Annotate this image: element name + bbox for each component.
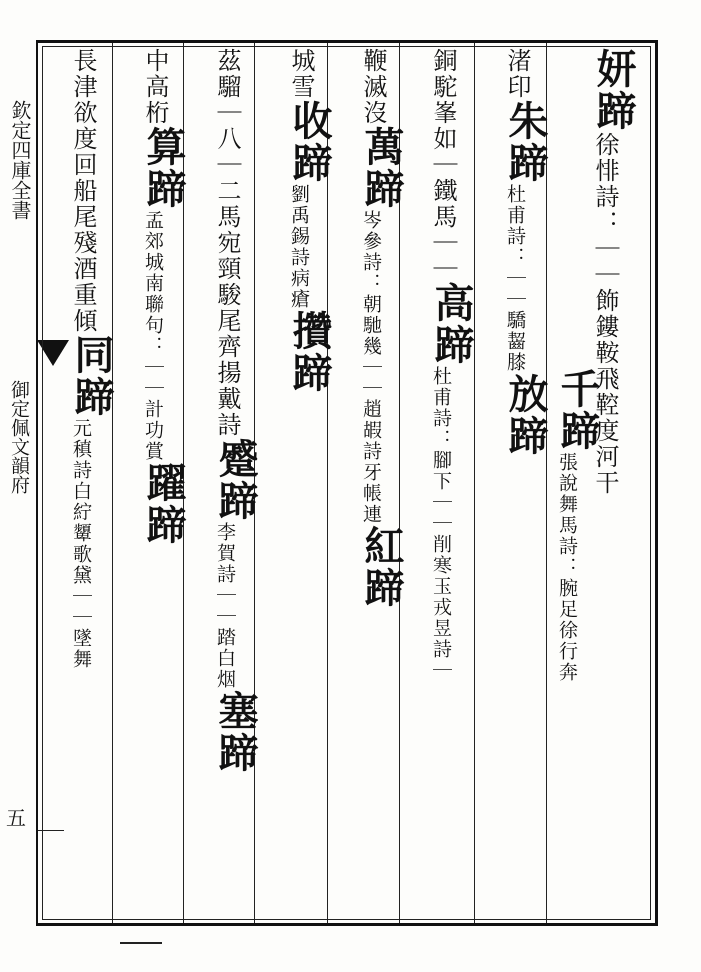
- entry-headword: 放蹄: [502, 373, 549, 457]
- entry-text: 長津欲度回船尾殘酒重傾: [69, 48, 97, 334]
- entry-headword: 妍蹄: [590, 48, 637, 132]
- book-series-title: 欽定四庫全書: [8, 100, 32, 220]
- text-column-7: [142, 48, 198, 920]
- entry-headword: 紅蹄: [358, 525, 405, 609]
- text-column-1b: [556, 48, 612, 920]
- entry-text: 劉禹錫詩病瘡: [288, 184, 310, 310]
- page-number: 五: [6, 806, 26, 830]
- entry-text: 銅駝峯如｜鐵馬｜｜: [429, 48, 457, 282]
- entry-headword: 塞蹄: [212, 690, 259, 774]
- entry-text: 岑參詩：朝馳幾｜｜趙嘏詩牙帳連: [360, 210, 382, 525]
- entry-headword: 高蹄: [428, 282, 475, 366]
- entry-headword: 同蹄: [68, 334, 115, 418]
- entry-headword: 躍蹄: [140, 462, 187, 546]
- entry-text: 元稹詩白紵顰歌黛｜｜墜舞: [70, 418, 92, 670]
- side-margin: [0, 40, 36, 926]
- entry-text: 中高桁: [141, 48, 169, 126]
- text-column-3: [430, 48, 486, 920]
- text-column-5: [288, 48, 344, 920]
- entry-text: 杜甫詩：｜｜驕齧膝: [504, 184, 526, 373]
- entry-headword: 算蹄: [140, 126, 187, 210]
- entry-headword: 收蹄: [286, 100, 333, 184]
- text-column-6: [214, 48, 270, 920]
- entry-text: 張說舞馬詩：腕足徐行奔: [556, 452, 578, 683]
- entry-text: 李賀詩｜｜踏白烟: [214, 522, 236, 690]
- entry-text: 鞍飛鞚度河干: [591, 340, 619, 496]
- entry-headword: 攢蹄: [286, 310, 333, 394]
- entry-text: 渚印: [503, 48, 531, 100]
- entry-headword: 萬蹄: [358, 126, 405, 210]
- entry-text: 徐悱詩：｜｜飾鏤: [591, 132, 619, 340]
- entry-text: 孟郊城南聯句：｜｜計功賞: [142, 210, 164, 462]
- entry-headword: 蹙蹄: [212, 438, 259, 522]
- entry-text: 杜甫詩：腳下｜｜削寒玉戎昱詩｜: [430, 366, 452, 681]
- text-column-8: [70, 48, 126, 920]
- entry-headword: 千蹄: [554, 368, 601, 452]
- entry-text: 茲騮｜八｜二馬宛頸駿尾齊揚戴詩: [213, 48, 241, 438]
- entry-text: 鞭滅沒: [359, 48, 387, 126]
- entry-text: 城雪: [287, 48, 315, 100]
- bottom-rule: [120, 942, 162, 944]
- entry-headword: 朱蹄: [502, 100, 549, 184]
- text-column-4: [360, 48, 416, 920]
- book-title: 御定佩文韻府: [8, 380, 30, 494]
- text-column-2: [504, 48, 560, 920]
